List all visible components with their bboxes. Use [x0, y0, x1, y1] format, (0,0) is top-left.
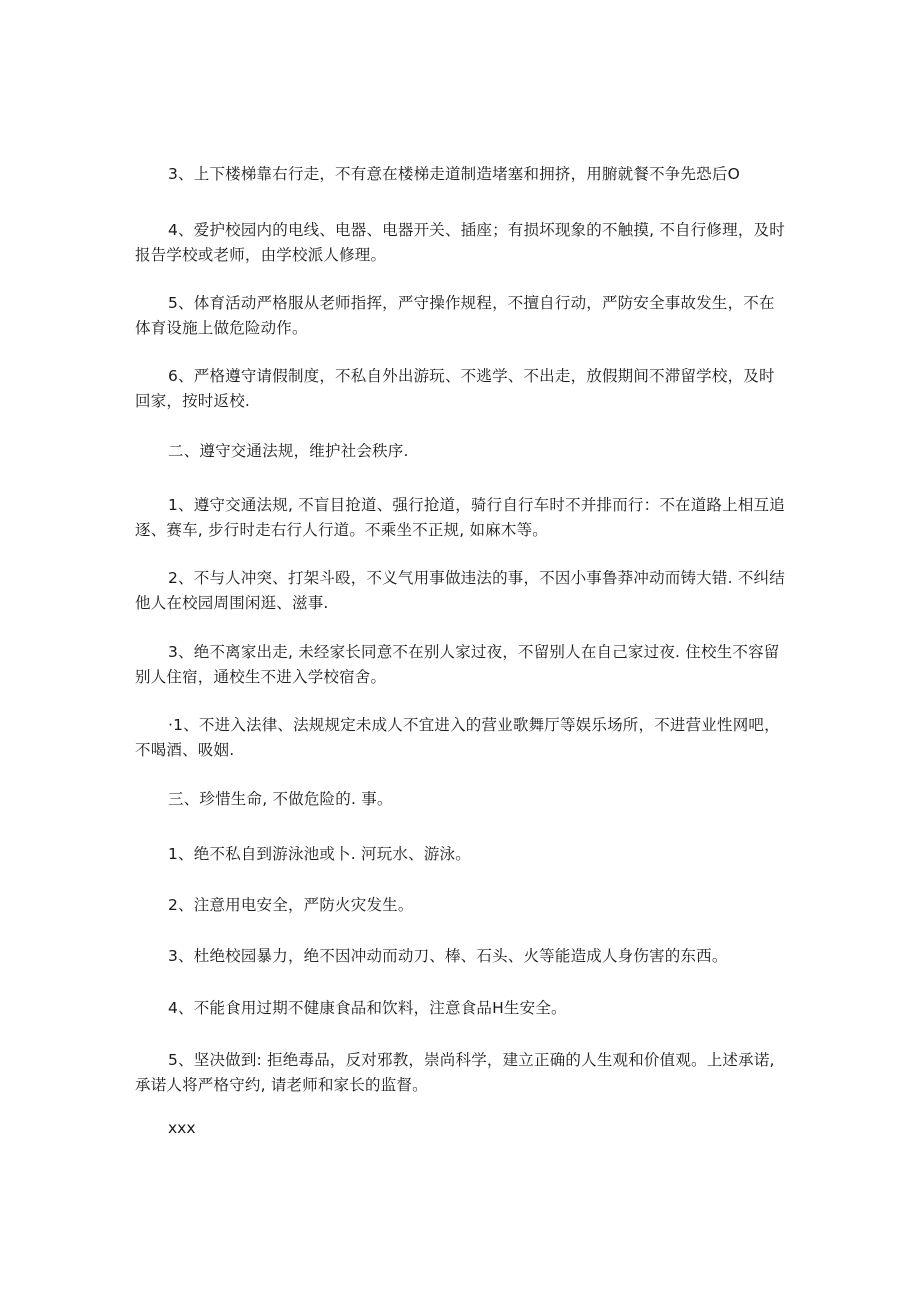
- paragraph-traffic-3: 3、绝不离家出走, 未经家长同意不在别人家过夜，不留别人在自己家过夜. 住校生不容留别人住宿，通校生不进入学校宿舍。: [135, 643, 780, 686]
- paragraph-rule-4-electrical: 4、爱护校园内的电线、电器、电器开关、插座；有损坏现象的不触摸, 不自行修理，及时报告学校或老师，由学校派人修理。: [135, 221, 785, 264]
- paragraph-rule-3-stairs: 3、上下楼梯靠右行走，不有意在楼梯走道制造堵塞和拥挤，用腑就餐不争先恐后O: [168, 165, 740, 183]
- paragraph-life-4: 4、不能食用过期不健康食品和饮料，注意食品H生安全。: [168, 999, 567, 1017]
- paragraph-life-1: 1、绝不私自到游泳池或卜. 河玩水、游泳。: [168, 845, 471, 863]
- signature: xxx: [168, 1119, 196, 1137]
- paragraph-traffic-1: 1、遵守交通法规, 不盲目抢道、强行抢道，骑行自行车时不并排而行：不在道路上相互追逐、赛车, 步行时走右行人行道。不乘坐不正规, 如麻木等。: [135, 496, 785, 539]
- paragraph-traffic-4: ·1、不进入法律、法规规定未成人不宜进入的营业歌舞厅等娱乐场所，不进营业性网吧，不喝酒、吸姻.: [135, 716, 780, 759]
- section-heading-life: 三、珍惜生命, 不做危险的. 事。: [168, 790, 393, 808]
- paragraph-traffic-2: 2、不与人冲突、打架斗殴，不义气用事做违法的事，不因小事鲁莽冲动而铸大错. 不纠结他人在校园周围闲逛、滋事.: [135, 569, 785, 612]
- section-heading-traffic: 二、遵守交通法规，维护社会秩序.: [168, 442, 409, 460]
- paragraph-life-5-pledge: 5、坚决做到: 拒绝毒品，反对邪教，崇尚科学，建立正确的人生观和价值观。上述承诺, 承诺人将严格守约, 请老师和家长的监督。: [135, 1051, 775, 1094]
- paragraph-rule-6-leave: 6、严格遵守请假制度，不私自外出游玩、不逃学、不出走，放假期间不滞留学校，及时回家，按时返校.: [135, 367, 775, 410]
- paragraph-life-2: 2、注意用电安全，严防火灾发生。: [168, 896, 414, 914]
- paragraph-rule-5-sports: 5、体育活动严格服从老师指挥，严守操作规程，不擅自行动，严防安全事故发生，不在体育设施上做危险动作。: [135, 294, 775, 337]
- paragraph-life-3: 3、杜绝校园暴力，绝不因冲动而动刀、棒、石头、火等能造成人身伤害的东西。: [168, 947, 728, 965]
